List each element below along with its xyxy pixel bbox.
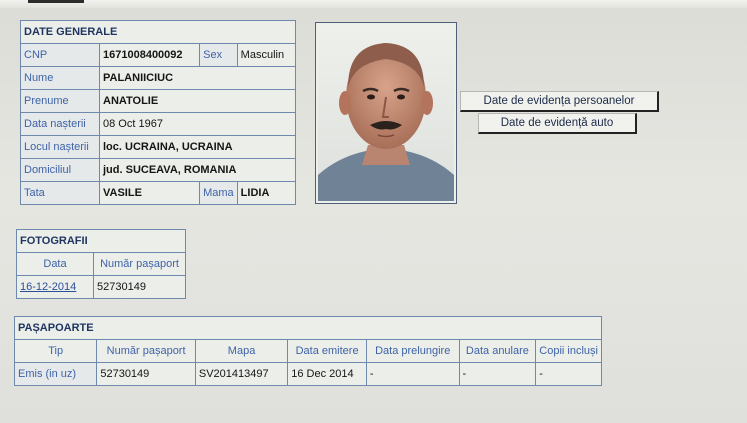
table-row: [17, 276, 186, 299]
photos-title: FOTOGRAFII: [17, 230, 186, 253]
cnp-label: CNP: [21, 44, 100, 67]
paper-edge: [0, 0, 747, 8]
dob-value: 08 Oct 1967: [100, 113, 296, 136]
dob-label: Data nașterii: [21, 113, 100, 136]
sex-label: Sex: [200, 44, 238, 67]
photos-header-passport: Număr pașaport: [94, 253, 186, 276]
sex-value: Masculin: [237, 44, 295, 67]
passport-extension-date-value: -: [366, 363, 459, 386]
passports-header-issue-date: Data emitere: [288, 340, 367, 363]
passport-number-value: 52730149: [97, 363, 196, 386]
passports-header-children: Copii incluși: [536, 340, 602, 363]
passports-table: [14, 316, 602, 386]
passports-header-number: Număr pașaport: [97, 340, 196, 363]
nume-label: Nume: [21, 67, 100, 90]
prenume-label: Prenume: [21, 90, 100, 113]
portrait-image: [318, 25, 454, 201]
portrait-photo: [315, 22, 457, 204]
prenume-value: ANATOLIE: [100, 90, 296, 113]
general-data-table: [20, 20, 296, 205]
photo-date-link[interactable]: 16-12-2014: [17, 276, 94, 299]
passport-children-value: -: [536, 363, 602, 386]
pob-value: loc. UCRAINA, UCRAINA: [100, 136, 296, 159]
passports-header-cancel-date: Data anulare: [459, 340, 536, 363]
photo-passport-number: 52730149: [94, 276, 186, 299]
domiciliu-value: jud. SUCEAVA, ROMANIA: [100, 159, 296, 182]
nume-value: PALANIICIUC: [100, 67, 296, 90]
passports-header-extension-date: Data prelungire: [366, 340, 459, 363]
passport-cancel-date-value: -: [459, 363, 536, 386]
passport-issue-date-value: 16 Dec 2014: [288, 363, 367, 386]
persons-records-button[interactable]: Date de evidența persoanelor: [460, 91, 659, 112]
passports-header-folder: Mapa: [195, 340, 287, 363]
photos-table: [16, 229, 186, 299]
passport-folder-value: SV201413497: [195, 363, 287, 386]
tata-label: Tata: [21, 182, 100, 205]
tata-value: VASILE: [100, 182, 200, 205]
auto-records-button[interactable]: Date de evidență auto: [478, 113, 637, 134]
table-row: [15, 363, 602, 386]
general-data-title: DATE GENERALE: [21, 21, 296, 44]
mama-label: Mama: [200, 182, 238, 205]
pob-label: Locul nașterii: [21, 136, 100, 159]
passports-header-type: Tip: [15, 340, 97, 363]
cnp-value: 1671008400092: [100, 44, 200, 67]
domiciliu-label: Domiciliul: [21, 159, 100, 182]
passports-title: PAȘAPOARTE: [15, 317, 602, 340]
mama-value: LIDIA: [237, 182, 295, 205]
top-tab-mark: [28, 0, 84, 3]
photos-header-date: Data: [17, 253, 94, 276]
passport-type-value: Emis (in uz): [15, 363, 97, 386]
